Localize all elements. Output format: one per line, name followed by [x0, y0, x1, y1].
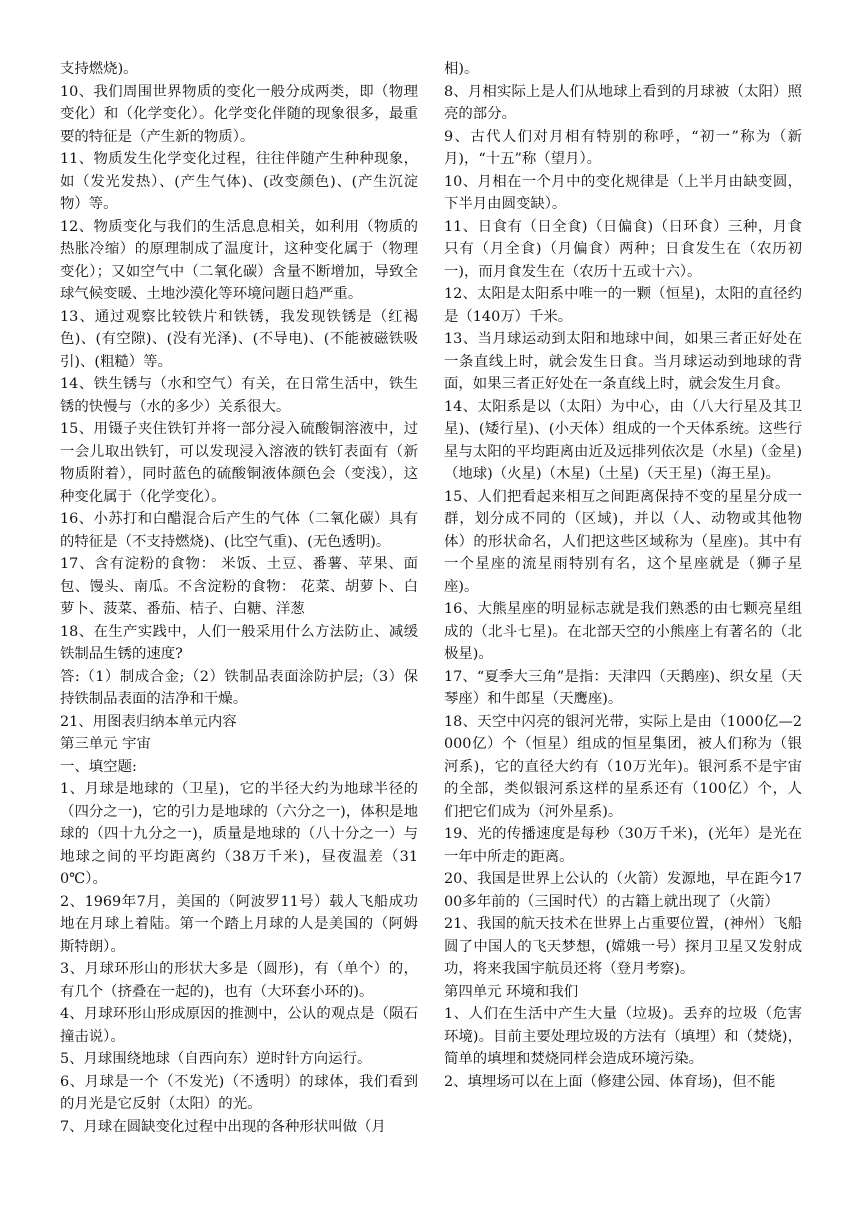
- paragraph: 18、在生产实践中，人们一般采用什么方法防止、减缓铁制品生锈的速度?: [60, 623, 418, 662]
- paragraph: 12、太阳是太阳系中唯一的一颗（恒星)，太阳的直径约是（140万）千米。: [444, 286, 802, 325]
- paragraph: 9、古代人们对月相有特别的称呼，“初一”称为（新月)，“十五”称（望月）。: [444, 128, 802, 167]
- paragraph: 19、光的传播速度是每秒（30万千米)，(光年）是光在一年中所走的距离。: [444, 826, 802, 865]
- section-heading: 第三单元 宇宙: [60, 736, 151, 752]
- paragraph: 10、我们周围世界物质的变化一般分成两类，即（物理变化）和（化学变化）。化学变化伴随的现象很多，最重要的特征是（产生新的物质）。: [60, 83, 418, 145]
- paragraph: 17、“夏季大三角”是指：天津四（天鹅座)、织女星（天琴座）和牛郎星（天鹰座)。: [444, 668, 802, 707]
- paragraph: 答:（1）制成合金;（2）铁制品表面涂防护层;（3）保持铁制品表面的洁净和干燥。: [60, 668, 418, 707]
- paragraph: 14、铁生锈与（水和空气）有关，在日常生活中，铁生锈的快慢与（水的多少）关系很大。: [60, 376, 418, 415]
- paragraph: 12、物质变化与我们的生活息息相关，如利用（物质的热胀冷缩）的原理制成了温度计，这种变化属于（物理变化）；又如空气中（二氧化碳）含量不断增加，导致全球气候变暖、土地沙漠化等环境问题日趋严重。: [60, 218, 418, 302]
- left-column: [60, 58, 418, 1138]
- subsection-heading: 一、填空题:: [60, 758, 137, 775]
- paragraph: 相)。: [444, 61, 479, 77]
- paragraph: 3、月球环形山的形状大多是（圆形)，有（单个）的，有几个（挤叠在一起的)，也有（大环套小环的)。: [60, 961, 418, 1000]
- paragraph: 5、月球围绕地球（自西向东）逆时针方向运行。: [60, 1051, 372, 1067]
- section-heading: 第四单元 环境和我们: [444, 983, 579, 1000]
- paragraph: 15、用镊子夹住铁钉并将一部分浸入硫酸铜溶液中，过一会儿取出铁钉，可以发现浸入溶液的铁钉表面有（新物质附着），同时蓝色的硫酸铜液体颜色会（变浅），这种变化属于（化学变化）。: [60, 421, 418, 505]
- paragraph: 14、太阳系是以（太阳）为中心，由（八大行星及其卫星)、(矮行星)、(小天体）组成的一个天体系统。这些行星与太阳的平均距离由近及远排列依次是（水星)（金星)（地球)（火星)（木星)（土星)（天王星)（海王星)。: [444, 398, 802, 482]
- paragraph: 16、大熊星座的明显标志就是我们熟悉的由七颗亮星组成的（北斗七星)。在北部天空的小熊座上有著名的（北极星)。: [444, 601, 802, 662]
- paragraph: 15、人们把看起来相互之间距离保持不变的星星分成一群，划分成不同的（区域)，并以（人、动物或其他物体）的形状命名，人们把这些区域称为（星座)。其中有一个星座的流星雨特别有名，这个星座就是（狮子星座)。: [444, 488, 802, 595]
- paragraph: 13、当月球运动到太阳和地球中间，如果三者正好处在一条直线上时，就会发生日食。当月球运动到地球的背面，如果三者正好处在一条直线上时，就会发生月食。: [444, 331, 802, 392]
- paragraph: 4、月球环形山形成原因的推测中，公认的观点是（陨石撞击说）。: [60, 1006, 418, 1045]
- paragraph: 21、用图表归纳本单元内容: [60, 713, 237, 730]
- paragraph: 18、天空中闪亮的银河光带，实际上是由（1000亿—2000亿）个（恒星）组成的恒星集团，被人们称为（银河系)，它的直径大约有（10万光年)。银河系不是宇宙的全部，类似银河系这样的星系还有（100亿）个，人们把它们成为（河外星系)。: [444, 713, 802, 820]
- paragraph: 21、我国的航天技术在世界上占重要位置，(神州）飞船圆了中国人的飞天梦想，(嫦娥一号）探月卫星又发射成功，将来我国宇航员还将（登月考察)。: [444, 916, 802, 977]
- paragraph: 2、1969年7月，美国的（阿波罗11号）载人飞船成功地在月球上着陆。第一个踏上月球的人是美国的（阿姆斯特朗）。: [60, 893, 418, 955]
- paragraph: 2、填埋场可以在上面（修建公园、体育场)，但不能: [444, 1073, 776, 1090]
- paragraph: 1、人们在生活中产生大量（垃圾)。丢弃的垃圾（危害环境)。目前主要处理垃圾的方法有（填埋）和（焚烧)，简单的填埋和焚烧同样会造成环境污染。: [444, 1006, 802, 1067]
- right-column: [444, 58, 802, 1093]
- paragraph: 11、物质发生化学变化过程，往往伴随产生种种现象，如（发光发热）、(产生气体)、(改变颜色)、(产生沉淀物）等。: [60, 151, 418, 212]
- paragraph: 10、月相在一个月中的变化规律是（上半月由缺变圆，下半月由圆变缺）。: [444, 173, 802, 212]
- paragraph: 11、日食有（日全食)（日偏食)（日环食）三种，月食只有（月全食)（月偏食）两种；日食发生在（农历初一)，而月食发生在（农历十五或十六）。: [444, 218, 802, 280]
- paragraph: 17、含有淀粉的食物： 米饭、土豆、番薯、苹果、面包、馒头、南瓜。不含淀粉的食物： 花菜、胡萝卜、白萝卜、菠菜、番茄、桔子、白糖、洋葱: [60, 556, 418, 617]
- paragraph: 1、月球是地球的（卫星)，它的半径大约为地球半径的（四分之一)，它的引力是地球的（六分之一)，体积是地球的（四十九分之一)，质量是地球的（八十分之一）与地球之间的平均距离约（38万千米)，昼夜温差（310℃）。: [60, 781, 418, 887]
- paragraph: 8、月相实际上是人们从地球上看到的月球被（太阳）照亮的部分。: [444, 83, 802, 122]
- paragraph: 16、小苏打和白醋混合后产生的气体（二氧化碳）具有的特征是（不支持燃烧)、(比空气重)、(无色透明)。: [60, 511, 418, 550]
- paragraph: 7、月球在圆缺变化过程中出现的各种形状叫做（月: [60, 1118, 386, 1135]
- paragraph: 6、月球是一个（不发光)（不透明）的球体，我们看到的月光是它反射（太阳）的光。: [60, 1073, 418, 1112]
- paragraph: 20、我国是世界上公认的（火箭）发源地，早在距今1700多年前的（三国时代）的古籍上就出现了（火箭）: [444, 871, 802, 910]
- paragraph: 支持燃烧)。: [60, 61, 138, 77]
- paragraph: 13、通过观察比较铁片和铁锈，我发现铁锈是（红褐色)、(有空隙)、(没有光泽)、(不导电)、(不能被磁铁吸引)、(粗糙）等。: [60, 308, 418, 370]
